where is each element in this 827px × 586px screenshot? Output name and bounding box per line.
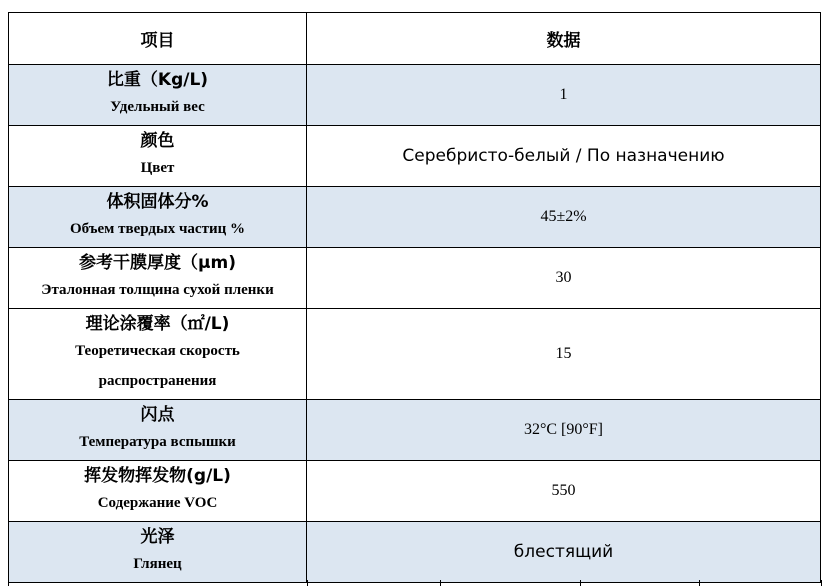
row-label [9,65,307,126]
row-value: 45±2% [307,187,821,248]
table-row [9,522,821,583]
column-divider [440,580,441,586]
label-zh: 理论涂覆率（㎡/L) [85,314,230,334]
header-item: 项目 [9,13,307,65]
row-label [9,187,307,248]
next-row-edge [8,580,822,586]
label-ru: Содержание VOC [97,495,218,511]
row-label [9,461,307,522]
label-zh: 颜色 [140,131,175,151]
label-ru: Температура вспышки [79,434,236,450]
label-zh: 挥发物挥发物(g/L) [84,466,231,486]
column-divider [307,580,308,586]
row-value: Серебристо-белый / По назначению [307,126,821,187]
row-label [9,400,307,461]
row-value: блестящий [307,522,821,583]
row-label [9,248,307,309]
table-row [9,187,821,248]
label-ru: Объем твердых частиц % [69,221,245,237]
label-ru: Цвет [140,160,175,176]
row-label [9,309,307,400]
column-divider [580,580,581,586]
row-value: 15 [307,309,821,400]
table-row [9,126,821,187]
table-row [9,248,821,309]
label-ru: Удельный вес [110,99,205,115]
row-value: 1 [307,65,821,126]
label-zh: 体积固体分% [106,192,209,212]
label-zh: 参考干膜厚度（μm) [79,253,236,273]
table-row [9,65,821,126]
spec-table [8,12,821,583]
row-value: 32°C [90°F] [307,400,821,461]
label-ru: Эталонная толщина сухой пленки [41,282,274,298]
label-zh: 比重（Kg/L) [106,70,209,90]
row-label [9,522,307,583]
row-value: 550 [307,461,821,522]
row-label [9,126,307,187]
label-ru-line2: распространения [98,373,217,389]
table-row [9,461,821,522]
table-row [9,400,821,461]
label-ru-line1: Теоретическая скорость [75,343,240,359]
table-row [9,309,821,400]
header-data: 数据 [307,13,821,65]
label-ru: Глянец [133,556,182,572]
row-value: 30 [307,248,821,309]
label-zh: 光泽 [140,527,175,547]
table-header-row [9,13,821,65]
column-divider [699,580,700,586]
label-zh: 闪点 [140,405,175,425]
